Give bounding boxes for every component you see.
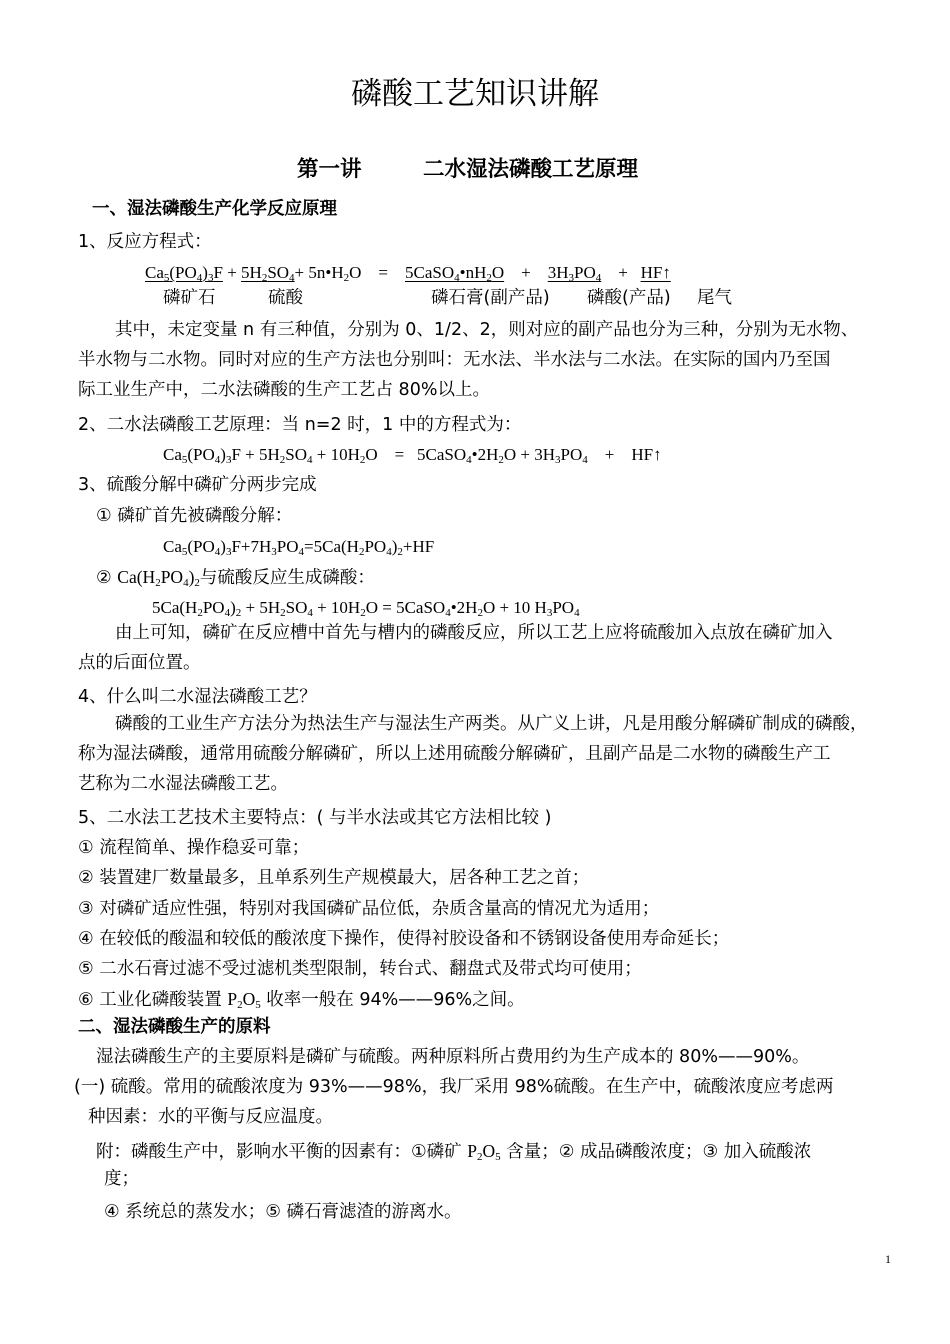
reaction-equation-dihydrate: $Ca_5(PO_4)_3F + 5H_2SO_4 + 10H_2O$ = $5CaSO_4•2H_2O + 3H_3PO_4$ + HF↑ bbox=[163, 445, 662, 466]
step-1: ① 磷矿首先被磷酸分解： bbox=[96, 506, 293, 526]
subsection-sulfuric-acid: (一) 硫酸。常用的硫酸浓度为 93%——98%，我厂采用 98%硫酸。在生产中，硫酸浓度应考虑两 bbox=[74, 1077, 834, 1097]
feature-point: ⑥ 工业化磷酸装置 $P_2O_5$ 收率一般在 94%——96%之间。 bbox=[78, 989, 525, 1011]
paragraph-line: 点的后面位置。 bbox=[78, 653, 201, 673]
lecture-number: 第一讲 bbox=[297, 157, 362, 182]
note-line: 度； bbox=[104, 1169, 139, 1189]
paragraph-line: 湿法磷酸生产的主要原料是磷矿与硫酸。两种原料所占费用约为生产成本的 80%——90%。 bbox=[96, 1047, 810, 1067]
item-4-label: 4、什么叫二水湿法磷酸工艺？ bbox=[78, 687, 317, 707]
step-2-marker: ② bbox=[96, 568, 112, 588]
note-suffix: 含量；② 成品磷酸浓度；③ 加入硫酸浓 bbox=[500, 1142, 812, 1162]
paragraph-line: 由上可知，磷矿在反应槽中首先与槽内的磷酸反应，所以工艺上应将硫酸加入点放在磷矿加入 bbox=[115, 623, 833, 643]
item-2-label: 2、二水法磷酸工艺原理：当 n=2 时，1 中的方程式为： bbox=[78, 415, 522, 435]
paragraph-line: 磷酸的工业生产方法分为热法生产与湿法生产两类。从广义上讲，凡是用酸分解磷矿制成的磷酸， bbox=[115, 714, 868, 734]
feature-point: ② 装置建厂数量最多，且单系列生产规模最大，居各种工艺之首； bbox=[78, 868, 590, 888]
paragraph-line: 际工业生产中，二水法磷酸的生产工艺占 80%以上。 bbox=[78, 380, 490, 400]
feature-point: ③ 对磷矿适应性强，特别对我国磷矿品位低，杂质含量高的情况尤为适用； bbox=[78, 899, 660, 919]
eq-label-phosphoric-acid: 磷酸(产品) bbox=[587, 288, 671, 308]
feature-point-6-suffix: 收率一般在 94%——96%之间。 bbox=[260, 990, 525, 1010]
paragraph-line: 艺称为二水湿法磷酸工艺。 bbox=[78, 774, 288, 794]
reaction-equation-general: $Ca_5(PO_4)_3F + 5H_2SO_4+$ $5n•H_2O$ = $5CaSO_4•nH_2O$ + $3H_3PO_4$ + HF↑ bbox=[145, 263, 671, 284]
paragraph-line: 称为湿法磷酸，通常用硫酸分解磷矿，所以上述用硫酸分解磷矿，且副产品是二水物的磷酸生产工 bbox=[78, 744, 831, 764]
reaction-equation-step-1: $Ca_5(PO_4)_3F+7H_3PO_4=5Ca(H_2PO_4)_2+HF$ bbox=[163, 537, 435, 558]
reaction-equation-step-2: $5Ca(H_2PO_4)_2 + 5H_2SO_4 + 10H_2O$ = $5CaSO_4•2H_2O + 10$ $H_3PO_4$ bbox=[152, 598, 580, 619]
lecture-name: 二水湿法磷酸工艺原理 bbox=[423, 157, 639, 182]
note-line: 附：磷酸生产中，影响水平衡的因素有：①磷矿 $P_2O_5$ 含量；② 成品磷酸浓度；③ 加入硫酸浓 bbox=[96, 1141, 812, 1163]
feature-point: ① 流程简单、操作稳妥可靠； bbox=[78, 838, 310, 858]
step-2-text: 与硫酸反应生成磷酸： bbox=[199, 568, 375, 588]
step-2: ② $Ca(H_2PO_4)_2$与硫酸反应生成磷酸： bbox=[96, 567, 375, 589]
item-3-label: 3、硫酸分解中磷矿分两步完成 bbox=[78, 475, 317, 495]
page-number: 1 bbox=[885, 1252, 891, 1266]
feature-point: ④ 在较低的酸温和较低的酸浓度下操作，使得衬胶设备和不锈钢设备使用寿命延长； bbox=[78, 929, 730, 949]
section-1-heading: 一、湿法磷酸生产化学反应原理 bbox=[92, 199, 337, 219]
eq-label-sulfuric-acid: 硫酸 bbox=[268, 288, 303, 308]
item-5-label: 5、二水法工艺技术主要特点：( 与半水法或其它方法相比较 ) bbox=[78, 808, 552, 828]
section-2-heading: 二、湿法磷酸生产的原料 bbox=[78, 1017, 271, 1037]
note-line: ④ 系统总的蒸发水；⑤ 磷石膏滤渣的游离水。 bbox=[104, 1202, 462, 1222]
paragraph-line: 种因素：水的平衡与反应温度。 bbox=[88, 1107, 333, 1127]
eq-label-phosphogypsum: 磷石膏(副产品) bbox=[431, 288, 550, 308]
document-title: 磷酸工艺知识讲解 bbox=[351, 76, 599, 112]
eq-label-phosphate-rock: 磷矿石 bbox=[163, 288, 216, 308]
eq-label-tail-gas: 尾气 bbox=[697, 288, 732, 308]
note-prefix: 附：磷酸生产中，影响水平衡的因素有：①磷矿 bbox=[96, 1142, 468, 1162]
paragraph-line: 半水物与二水物。同时对应的生产方法也分别叫：无水法、半水法与二水法。在实际的国内乃至国 bbox=[78, 350, 831, 370]
feature-point: ⑤ 二水石膏过滤不受过滤机类型限制，转台式、翻盘式及带式均可使用； bbox=[78, 959, 642, 979]
paragraph-line: 其中，未定变量 n 有三种值，分别为 0、1/2、2，则对应的副产品也分为三种，分别为无水物、 bbox=[115, 320, 859, 340]
item-1-label: 1、反应方程式： bbox=[78, 232, 212, 252]
feature-point-6-prefix: ⑥ 工业化磷酸装置 bbox=[78, 990, 228, 1010]
